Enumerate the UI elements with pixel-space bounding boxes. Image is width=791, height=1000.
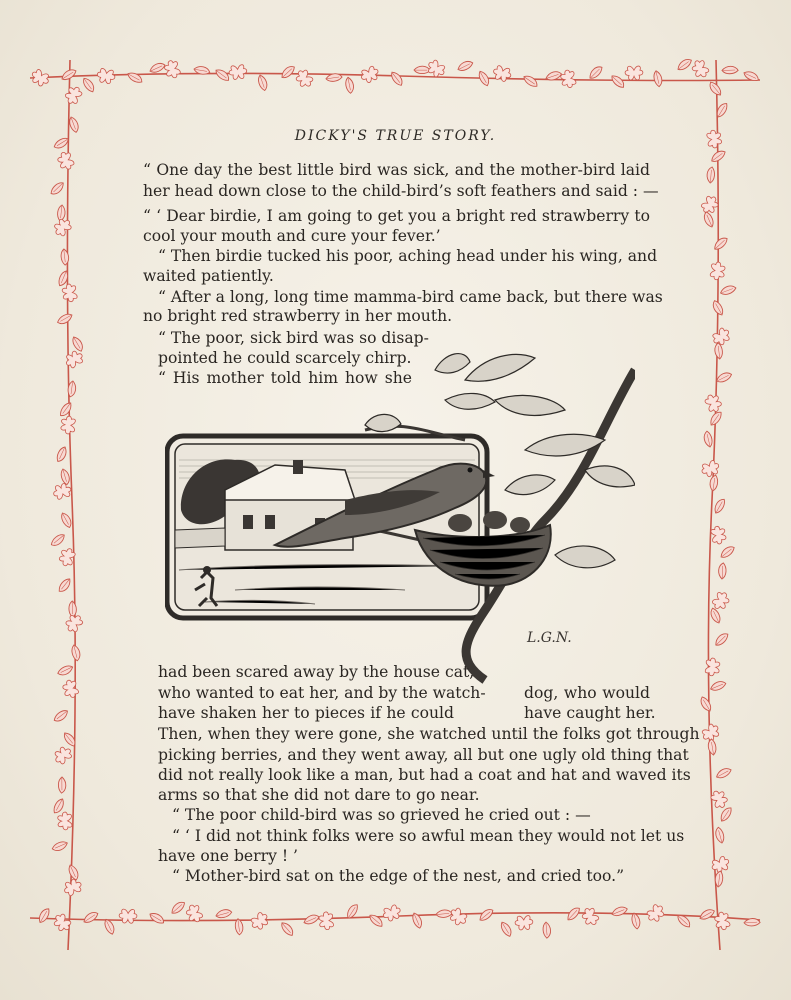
page-heading: DICKY'S TRUE STORY. — [294, 128, 497, 144]
border-leaf — [676, 57, 694, 71]
border-leaf — [456, 60, 474, 72]
border-leaf — [743, 68, 761, 83]
border-leaf — [214, 67, 231, 84]
text-line: dog, who would — [524, 684, 650, 702]
border-flower — [515, 915, 534, 930]
border-flower — [447, 906, 469, 928]
text-line: have shaken her to pieces if he could — [158, 704, 454, 722]
border-flower — [690, 58, 711, 80]
border-flower — [492, 64, 513, 82]
border-leaf — [719, 545, 737, 559]
border-leaf — [705, 166, 716, 183]
text-line: “ ‘ Dear birdie, I am going to get you a bright red strawberry to — [143, 207, 650, 225]
border-leaf — [258, 74, 268, 91]
border-leaf — [82, 911, 100, 925]
border-leaf — [708, 80, 723, 98]
border-leaf — [61, 468, 71, 485]
border-leaf — [56, 577, 73, 593]
border-leaf — [57, 401, 74, 418]
illustrator-signature: L.G.N. — [527, 630, 572, 646]
border-leaf — [715, 767, 733, 779]
text-line — [524, 662, 650, 682]
border-leaf — [587, 65, 605, 80]
border-flower — [381, 903, 403, 922]
border-leaf — [193, 64, 211, 76]
border-leaf — [565, 906, 582, 922]
text-line: her head down close to the child-bird’s soft feathers and said : — — [143, 182, 659, 200]
border-flower — [52, 482, 73, 501]
text-line: cool your mouth and cure your fever.’ — [143, 227, 441, 245]
text-line: arms so that she did not dare to go near. — [158, 786, 480, 804]
border-leaf — [279, 64, 297, 79]
border-flower — [700, 459, 722, 479]
border-leaf — [215, 909, 232, 918]
border-leaf — [542, 922, 551, 938]
border-leaf — [610, 73, 626, 90]
border-flower — [163, 59, 182, 80]
border-leaf — [522, 73, 539, 90]
border-leaf — [718, 806, 735, 823]
border-leaf — [715, 827, 724, 844]
border-leaf — [715, 371, 733, 383]
border-flower — [710, 525, 727, 545]
border-leaf — [68, 864, 80, 881]
text-line: “ The poor child-bird was so grieved he cried out : — — [172, 806, 591, 824]
border-leaf — [280, 920, 295, 938]
border-leaf — [611, 906, 628, 917]
border-leaf — [235, 919, 243, 935]
border-flower — [52, 744, 75, 766]
border-flower — [710, 261, 726, 281]
border-leaf — [54, 446, 69, 464]
border-leaf — [49, 181, 67, 196]
border-flower — [228, 64, 247, 80]
border-leaf — [126, 70, 143, 86]
border-leaf — [71, 645, 80, 662]
border-flower — [705, 657, 721, 676]
border-flower — [249, 910, 272, 932]
border-flower — [62, 877, 84, 897]
border-leaf — [82, 76, 96, 94]
border-leaf — [60, 511, 72, 529]
border-leaf — [709, 680, 726, 691]
border-flower — [560, 69, 577, 89]
text-line: picking berries, and they went away, all but one ugly old thing that — [158, 746, 689, 764]
border-flower — [61, 283, 77, 303]
border-leaf — [722, 65, 739, 75]
border-leaf — [56, 313, 74, 326]
border-leaf — [477, 907, 495, 922]
text-line: “ After a long, long time mamma-bird came back, but there was — [158, 288, 663, 306]
border-flower — [625, 66, 643, 80]
border-leaf — [500, 920, 513, 938]
border-flower — [703, 392, 723, 414]
text-line: “ The poor, sick bird was so disap- — [158, 329, 429, 347]
border-leaf — [713, 632, 731, 647]
border-leaf — [66, 380, 78, 398]
border-flower — [51, 216, 73, 238]
border-leaf — [346, 77, 354, 93]
border-leaf — [712, 236, 730, 251]
border-leaf — [715, 343, 723, 359]
border-flower — [714, 911, 731, 931]
border-leaf — [60, 68, 78, 81]
border-flower — [580, 906, 601, 928]
border-leaf — [710, 607, 722, 624]
border-leaf — [51, 841, 68, 852]
border-leaf — [699, 695, 712, 713]
border-leaf — [169, 900, 187, 915]
border-flower — [318, 911, 334, 930]
border-flower — [56, 150, 76, 172]
text-line: “ Then birdie tucked his poor, aching head under his wing, and — [158, 247, 658, 265]
border-leaf — [712, 497, 728, 514]
border-flower — [60, 416, 75, 435]
text-line: did not really look like a man, but had a coat and hat and waved its — [158, 766, 691, 784]
text-line: “ ‘ I did not think folks were so awful mean they would not let us — [172, 827, 685, 845]
border-leaf — [717, 562, 728, 579]
border-flower — [61, 678, 79, 699]
border-flower — [293, 67, 315, 90]
border-leaf — [57, 777, 67, 794]
border-flower — [710, 326, 733, 348]
border-flower — [645, 902, 667, 924]
border-leaf — [36, 907, 52, 924]
text-line: no bright red strawberry in her mouth. — [143, 307, 453, 325]
border-leaf — [368, 912, 384, 929]
border-leaf — [720, 285, 737, 296]
border-leaf — [71, 335, 84, 353]
text-line: waited patiently. — [143, 267, 274, 285]
text-line: have one berry ! ’ — [158, 847, 299, 865]
border-leaf — [478, 70, 491, 88]
border-leaf — [632, 913, 641, 929]
border-leaf — [149, 62, 166, 74]
text-line: “ One day the best little bird was sick, and the mother-bird laid — [143, 161, 650, 179]
border-leaf — [704, 431, 713, 447]
border-flower — [96, 68, 116, 85]
border-leaf — [49, 533, 67, 548]
text-line: have caught her. — [524, 704, 656, 722]
text-line: “ His mother told him how she — [158, 369, 412, 387]
border-leaf — [703, 211, 714, 228]
border-flower — [63, 349, 85, 370]
border-leaf — [148, 910, 165, 926]
border-leaf — [303, 914, 320, 925]
border-leaf — [52, 709, 70, 723]
border-flower — [119, 909, 137, 923]
text-line: “ Mother-bird sat on the edge of the nest, and cried too.” — [172, 867, 625, 885]
text-line: pointed he could scarcely chirp. — [158, 349, 412, 367]
text-line: Then, when they were gone, she watched until the folks got through — [158, 725, 700, 743]
border-leaf — [698, 908, 716, 921]
border-flower — [57, 812, 72, 830]
text-line: had been scared away by the house cat, — [158, 663, 475, 681]
border-leaf — [68, 601, 78, 618]
border-leaf — [414, 65, 431, 75]
border-leaf — [390, 70, 404, 88]
text-line: who wanted to eat her, and by the watch- — [158, 684, 486, 702]
border-leaf — [57, 665, 74, 677]
border-leaf — [436, 909, 452, 918]
bird-nest-illustration — [165, 340, 635, 700]
border-flower — [63, 84, 84, 106]
border-leaf — [654, 70, 663, 86]
